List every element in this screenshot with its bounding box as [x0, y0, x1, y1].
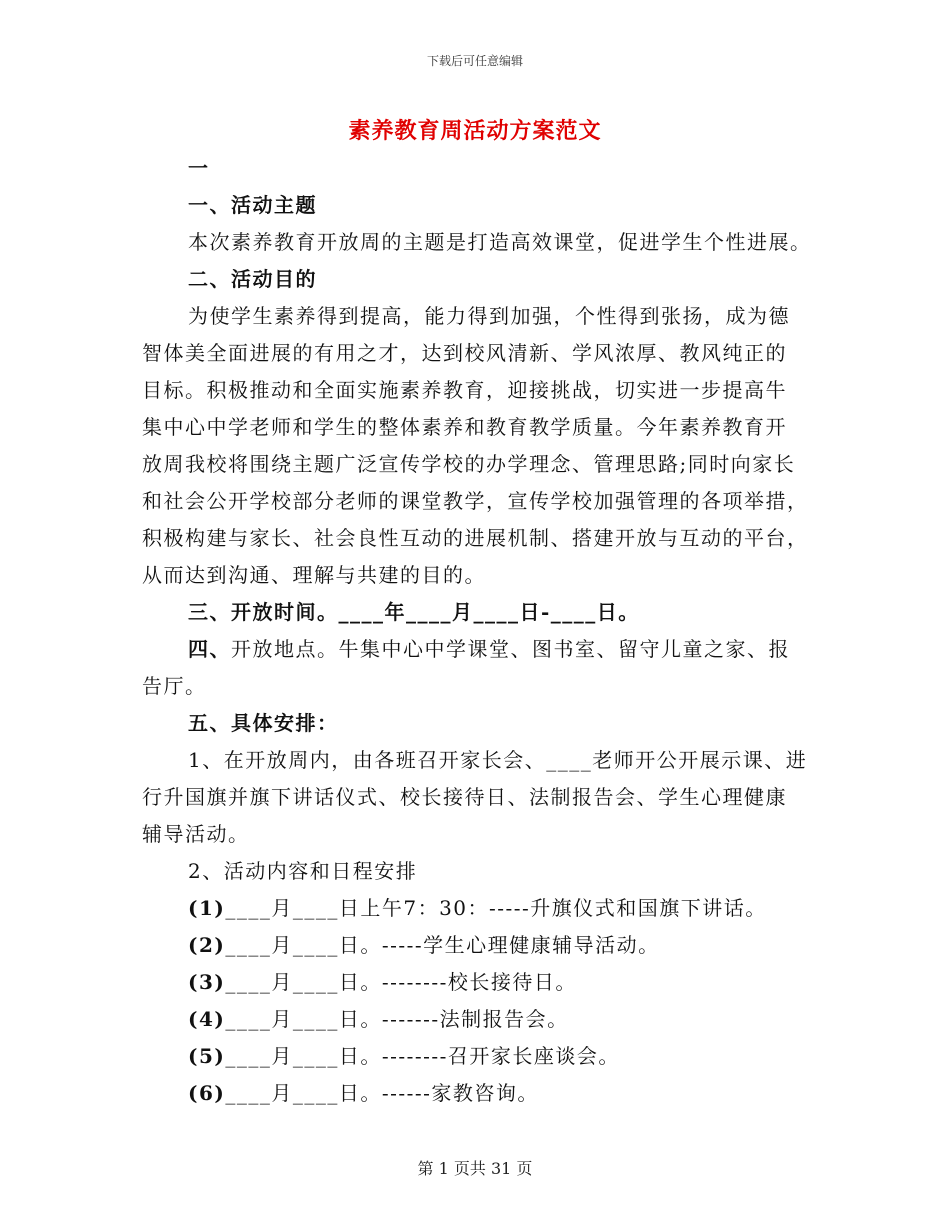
line-lead: (2) — [188, 933, 226, 957]
body-line: 一 — [188, 156, 210, 180]
body-line: 本次素养教育开放周的主题是打造高效课堂，促进学生个性进展。 — [188, 230, 812, 254]
body-line: 三、开放时间。____年____月____日-____日。 — [188, 600, 640, 624]
body-line — [142, 631, 806, 668]
body-line — [142, 927, 806, 964]
body-line: 一、活动主题 — [188, 193, 317, 217]
body-line: 五、具体安排： — [188, 711, 339, 735]
body-line — [142, 1038, 806, 1075]
line-text: ____月____日。--------召开家长座谈会。 — [225, 1044, 620, 1068]
body-line: 二、活动目的 — [188, 267, 317, 291]
line-text: ____月____日。--------校长接待日。 — [225, 970, 577, 994]
line-lead: (6) — [188, 1081, 226, 1105]
body-line: 智体美全面进展的有用之才，达到校风清新、学风浓厚、教风纯正的 — [142, 341, 787, 365]
body-line: 和社会公开学校部分老师的课堂教学，宣传学校加强管理的各项举措， — [142, 489, 809, 513]
line-lead: (1) — [188, 896, 226, 920]
line-text: 开放地点。牛集中心中学课堂、图书室、留守儿童之家、报 — [231, 637, 790, 661]
line-text: ____月____日。------家教咨询。 — [225, 1081, 539, 1105]
body-line: 放周我校将围绕主题广泛宣传学校的办学理念、管理思路;同时向家长 — [142, 452, 796, 476]
line-lead: 四、 — [188, 637, 231, 661]
body-line: 辅导活动。 — [142, 822, 250, 846]
body-line: 从而达到沟通、理解与共建的目的。 — [142, 563, 486, 587]
body-line: 1、在开放周内，由各班召开家长会、____老师开公开展示课、进 — [188, 748, 808, 772]
line-lead: (4) — [188, 1007, 226, 1031]
body-line: 为使学生素养得到提高，能力得到加强，个性得到张扬，成为德 — [188, 304, 790, 328]
body-line: 积极构建与家长、社会良性互动的进展机制、搭建开放与互动的平台， — [142, 526, 809, 550]
body-line: 目标。积极推动和全面实施素养教育，迎接挑战，切实进一步提高牛 — [142, 378, 787, 402]
body-line — [142, 890, 806, 927]
page-footer: 第 1 页共 31 页 — [417, 1159, 533, 1178]
body-line — [142, 1001, 806, 1038]
body-line — [142, 964, 806, 1001]
document-body — [142, 150, 812, 1112]
header-note: 下载后可任意编辑 — [426, 54, 523, 68]
line-text: ____月____日。-------法制报告会。 — [225, 1007, 569, 1031]
body-line: 告厅。 — [142, 674, 207, 698]
body-line — [142, 1075, 806, 1112]
line-lead: (3) — [188, 970, 226, 994]
body-line: 2、活动内容和日程安排 — [188, 859, 418, 883]
line-text: ____月____日。-----学生心理健康辅导活动。 — [225, 933, 660, 957]
document-title: 素养教育周活动方案范文 — [348, 118, 602, 144]
line-text: ____月____日上午7：30：-----升旗仪式和国旗下讲话。 — [225, 896, 767, 920]
body-line: 行升国旗并旗下讲话仪式、校长接待日、法制报告会、学生心理健康 — [142, 785, 787, 809]
body-line: 集中心中学老师和学生的整体素养和教育教学质量。今年素养教育开 — [142, 415, 787, 439]
line-lead: (5) — [188, 1044, 226, 1068]
